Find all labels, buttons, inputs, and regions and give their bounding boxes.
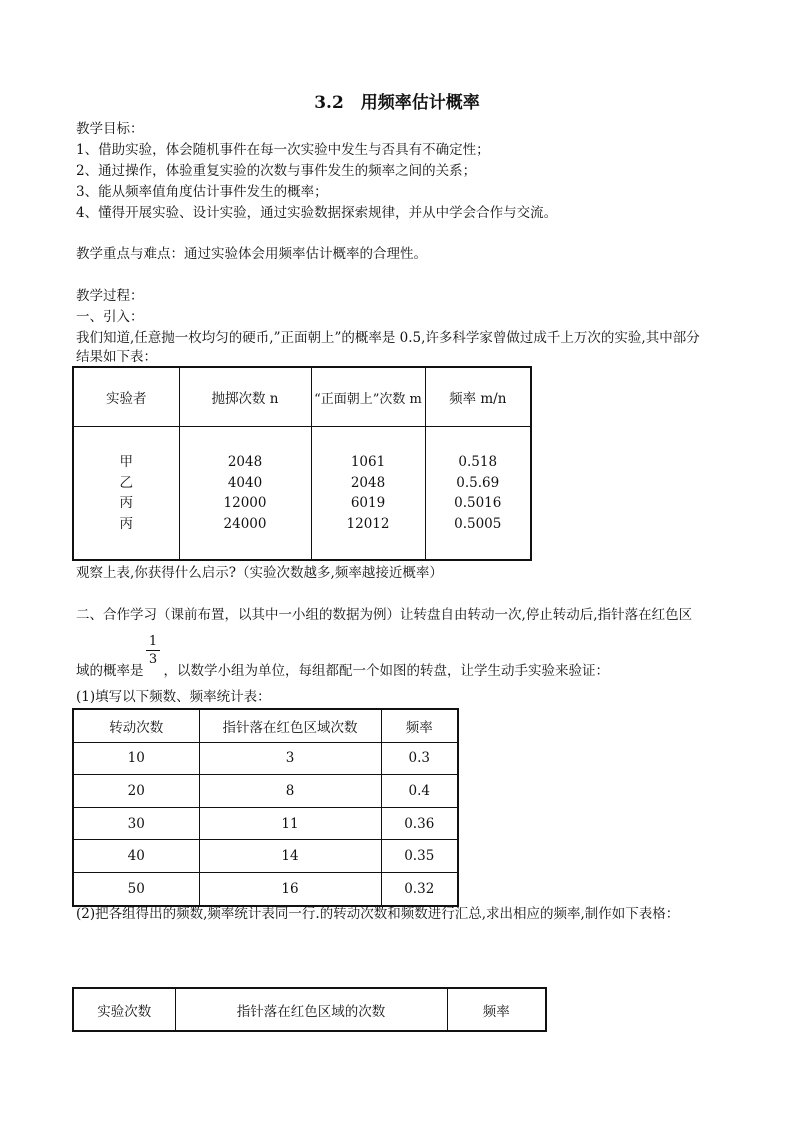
throws-column: [179, 427, 311, 561]
step-2-text: (2)把各组得出的频数,频率统计表同一行.的转动次数和频数进行汇总,求出相应的频率,制作如下表格：: [76, 906, 680, 922]
table-row: [73, 807, 458, 840]
table-cell: 30: [73, 807, 199, 840]
table-cell: 40: [73, 840, 199, 873]
process-heading: 教学过程：: [76, 288, 144, 304]
text-segment: 域的概率是: [76, 663, 144, 679]
table-cell: 24000: [223, 515, 267, 532]
objective-item-3: 3、能从频率值角度估计事件发生的概率；: [76, 184, 328, 200]
table-row: [73, 840, 458, 873]
experimenter-column: [73, 427, 179, 561]
intro-heading: 一、引入：: [76, 309, 144, 325]
table-header-cell: 实验者: [73, 367, 179, 427]
table-cell: 0.5.69: [456, 474, 500, 491]
table-header-cell: 指针落在红色区域次数: [199, 709, 381, 742]
table-header-row: [73, 367, 531, 427]
table-cell: 10: [73, 742, 199, 775]
table-header-cell: 频率: [381, 709, 458, 742]
key-points: 教学重点与难点：通过实验体会用频率估计概率的合理性。: [76, 246, 427, 262]
table-header-cell: 频率 m/n: [425, 367, 531, 427]
objectives-heading: 教学目标：: [76, 121, 144, 137]
table-cell: 0.5005: [454, 515, 502, 532]
table-cell: 乙: [119, 474, 133, 491]
table-cell: 2048: [227, 454, 263, 470]
table-cell: 0.36: [381, 807, 458, 840]
table-cell: 0.35: [381, 840, 458, 873]
table-cell: 丙: [119, 515, 133, 532]
table-cell: 6019: [350, 495, 386, 511]
intro-text-line-1: 我们知道,任意抛一枚均匀的硬币,”正面朝上”的概率是 0.5,许多科学家曾做过成千上万次的实验,其中部分: [76, 330, 700, 346]
table-header-cell: 指针落在红色区域的次数: [175, 988, 447, 1031]
step-1-text: (1)填写以下频数、频率统计表：: [76, 689, 271, 705]
table-header-row: [73, 988, 546, 1031]
table-cell: 0.4: [381, 775, 458, 808]
coin-experiment-table: [72, 366, 532, 561]
table-cell: 2048: [350, 474, 386, 491]
objective-item-1: 1、借助实验，体会随机事件在每一次实验中发生与否具有不确定性；: [76, 142, 490, 158]
table-cell: 12012: [346, 515, 390, 532]
table-cell: 丙: [119, 495, 133, 511]
table-cell: 50: [73, 872, 199, 905]
table-cell: 甲: [119, 454, 133, 470]
table-cell: 4040: [227, 474, 263, 491]
text-segment: ，以数学小组为单位，每组都配一个如图的转盘，让学生动手实验来验证：: [163, 663, 609, 679]
table-cell: 11: [199, 807, 381, 840]
fraction-numerator: 1: [148, 634, 158, 649]
table-cell: 0.32: [381, 872, 458, 905]
intro-text-line-2: 结果如下表：: [76, 349, 157, 365]
table-header-cell: 抛掷次数 n: [179, 367, 311, 427]
table-cell: 0.5016: [454, 495, 502, 511]
heads-column: [311, 427, 425, 561]
table-cell: 0.3: [381, 742, 458, 775]
table-row: [73, 742, 458, 775]
frequency-column: [425, 427, 531, 561]
table-cell: 12000: [223, 495, 267, 511]
table-header-cell: 频率: [447, 988, 546, 1031]
summary-table: [72, 987, 547, 1032]
table-header-cell: 实验次数: [73, 988, 175, 1031]
table-cell: 1061: [350, 454, 386, 470]
table-cell: 0.518: [458, 454, 498, 470]
objective-item-2: 2、通过操作，体验重复实验的次数与事件发生的频率之间的关系；: [76, 163, 477, 179]
page-title: 3.2 用频率估计概率: [314, 93, 480, 113]
table-header-cell: 转动次数: [73, 709, 199, 742]
table-cell: 16: [199, 872, 381, 905]
objective-item-4: 4、懂得开展实验、设计实验，通过实验数据探索规律，并从中学会合作与交流。: [76, 205, 558, 221]
table-header-cell: “正面朝上”次数 m: [311, 367, 425, 427]
table-row: [73, 872, 458, 905]
table-cell: 8: [199, 775, 381, 808]
table-body-row: [73, 427, 531, 561]
cooperation-text-line-1: 二、合作学习（课前布置，以其中一小组的数据为例）让转盘自由转动一次,停止转动后,指针落在红色区: [76, 607, 693, 623]
table-cell: 3: [199, 742, 381, 775]
spinner-frequency-table: [72, 708, 459, 907]
table-row: [73, 775, 458, 808]
observation-text: 观察上表,你获得什么启示?（实验次数越多,频率越接近概率）: [76, 565, 443, 581]
fraction-denominator: 3: [146, 650, 160, 668]
table-header-row: [73, 709, 458, 742]
table-cell: 20: [73, 775, 199, 808]
fraction-one-third: [146, 633, 160, 668]
table-cell: 14: [199, 840, 381, 873]
